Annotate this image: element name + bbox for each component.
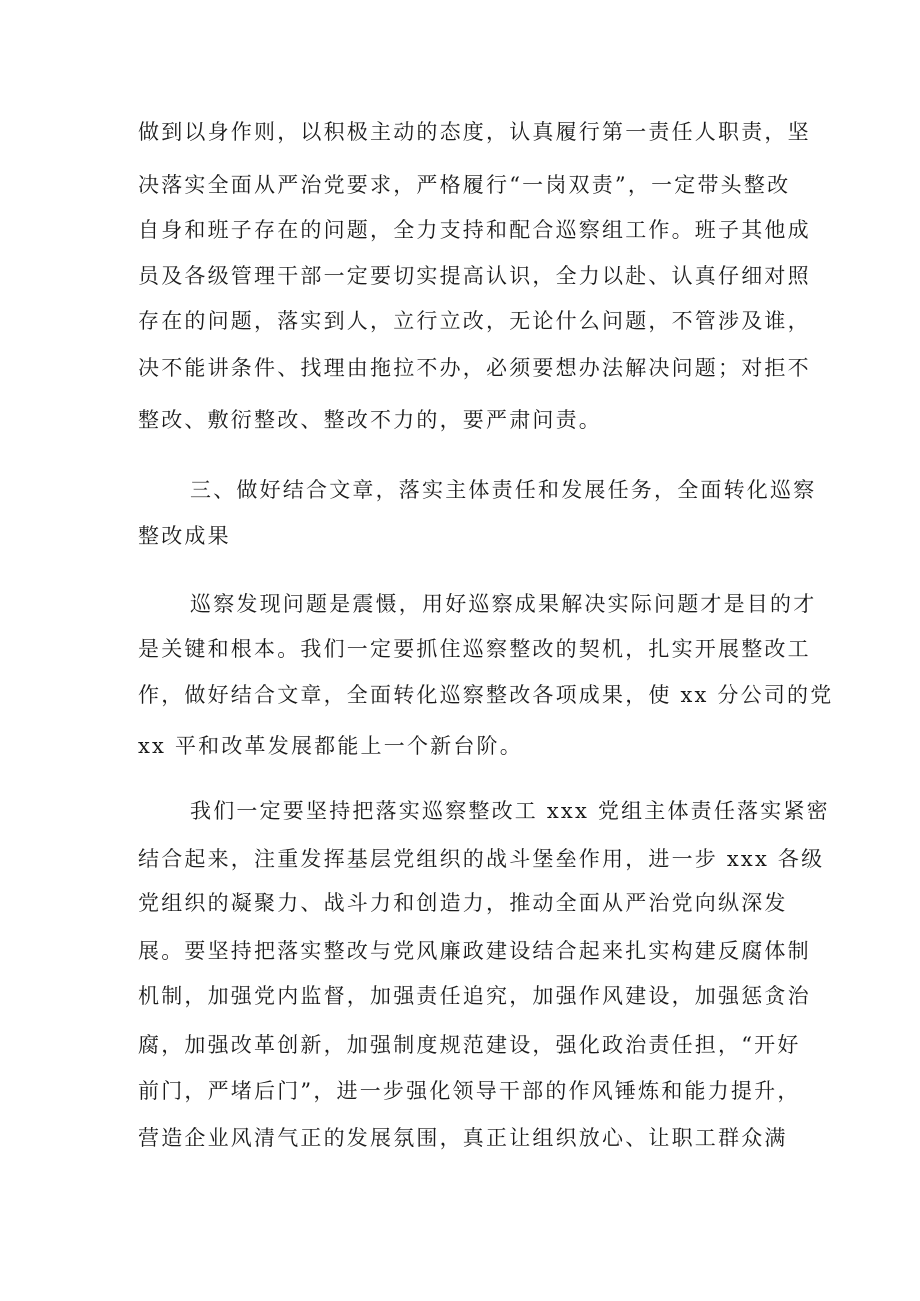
- text-line: 整改、敷衍整改、整改不力的，要严肃问责。: [138, 408, 602, 432]
- text-line: 决落实全面从严治党要求，严格履行“一岗双责”，一定带头整改: [138, 173, 791, 197]
- text-line: 存在的问题，落实到人，立行立改，无论什么问题，不管涉及谁，: [138, 309, 811, 333]
- text-line: 做到以身作则，以积极主动的态度，认真履行第一责任人职责，坚: [138, 120, 811, 144]
- text-line: 结合起来，注重发挥基层党组织的战斗堡垒作用，进一步 xxx 各级: [138, 847, 825, 871]
- text-line: 我们一定要坚持把落实巡察整改工 xxx 党组主体责任落实紧密: [190, 799, 830, 823]
- text-line: 员及各级管理干部一定要切实提高认识，全力以赴、认真仔细对照: [138, 264, 811, 288]
- text-line: 前门，严堵后门”，进一步强化领导干部的作风锤炼和能力提升，: [138, 1079, 801, 1103]
- text-line: 党组织的凝聚力、战斗力和创造力，推动全面从严治党向纵深发: [138, 891, 788, 915]
- text-line: 决不能讲条件、找理由拖拉不办，必须要想办法解决问题；对拒不: [138, 356, 811, 380]
- section-heading: 三、做好结合文章，落实主体责任和发展任务，全面转化巡察: [190, 478, 817, 502]
- text-line: 腐，加强改革创新，加强制度规范建设，强化政治责任担，“开好: [138, 1033, 801, 1057]
- text-line: 自身和班子存在的问题，全力支持和配合巡察组工作。班子其他成: [138, 218, 811, 242]
- text-line: 是关键和根本。我们一定要抓住巡察整改的契机，扎实开展整改工: [138, 637, 811, 661]
- text-line: xx 平和改革发展都能上一个新台阶。: [138, 734, 523, 758]
- text-line: 展。要坚持把落实整改与党风廉政建设结合起来扎实构建反腐体制: [138, 939, 811, 963]
- text-line: 巡察发现问题是震慑，用好巡察成果解决实际问题才是目的才: [190, 592, 817, 616]
- text-line: 营造企业风清气正的发展氛围，真正让组织放心、让职工群众满: [138, 1126, 788, 1150]
- section-heading-continued: 整改成果: [138, 524, 231, 548]
- text-line: 机制，加强党内监督，加强责任追究，加强作风建设，加强惩贪治: [138, 984, 811, 1008]
- text-line: 作，做好结合文章，全面转化巡察整改各项成果，使 xx 分公司的党: [138, 683, 834, 707]
